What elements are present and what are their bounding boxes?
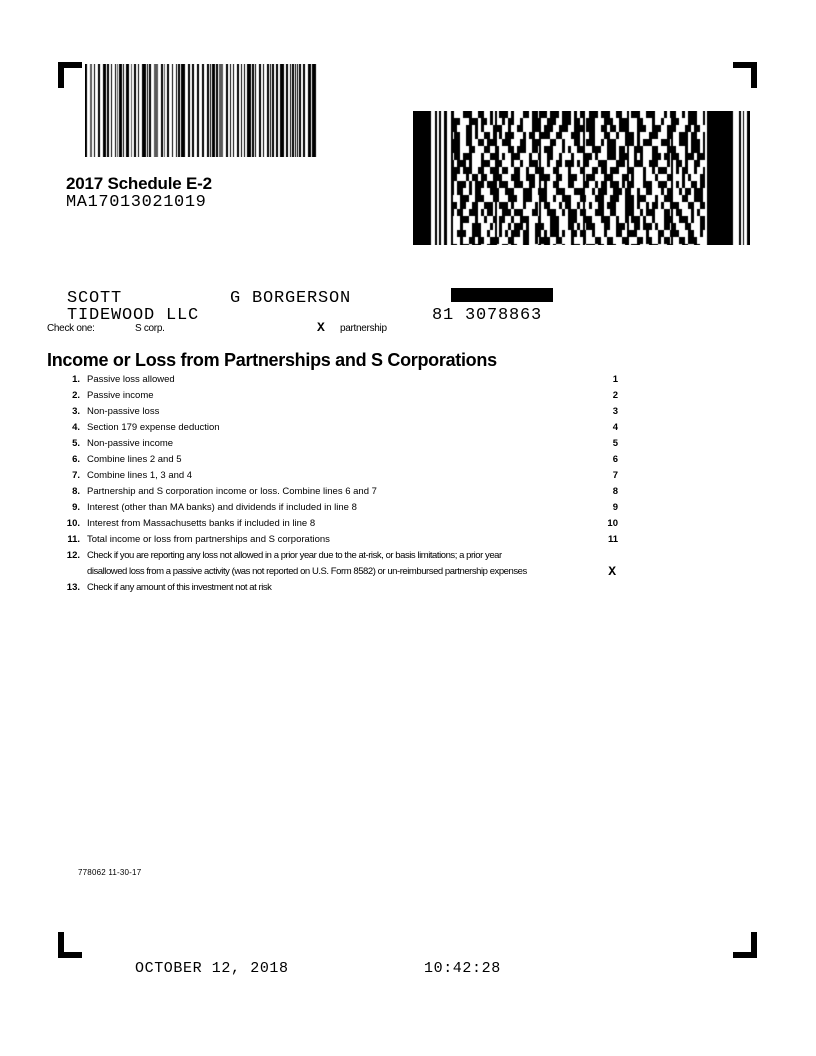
line-ref: 3	[612, 406, 618, 417]
line-ref: 9	[612, 502, 618, 513]
taxpayer-ein: 81 3078863	[432, 306, 543, 325]
line-label: disallowed loss from a passive activity (was not reported on U.S. Form 8582) or un-reimbursed partnership expenses	[87, 566, 527, 577]
line-label: Non-passive loss	[87, 406, 160, 417]
form-code: MA17013021019	[66, 193, 207, 212]
line-12-check-mark: X	[608, 564, 616, 579]
line-number: 3.	[72, 406, 80, 417]
line-number: 13.	[66, 582, 80, 593]
line-label: Combine lines 1, 3 and 4	[87, 470, 193, 481]
line-label: Section 179 expense deduction	[87, 422, 220, 433]
line-label: Check if you are reporting any loss not allowed in a prior year due to the at-risk, or basis limitations; a prior year	[87, 550, 502, 561]
line-label: Passive loss allowed	[87, 374, 175, 385]
form-line-13	[60, 582, 618, 594]
section-title: Income or Loss from Partnerships and S Corporations	[47, 350, 497, 370]
form-title: 2017 Schedule E-2	[66, 174, 212, 193]
line-number: 2.	[72, 390, 80, 401]
line-label: Interest (other than MA banks) and dividends if included in line 8	[87, 502, 357, 513]
form-line-6	[60, 454, 618, 466]
form-line-11	[60, 534, 618, 546]
form-line-8	[60, 486, 618, 498]
line-number: 1.	[72, 374, 80, 385]
line-ref: 4	[612, 422, 618, 433]
line-number: 5.	[72, 438, 80, 449]
redacted-ssn-box	[451, 288, 553, 302]
line-label: Combine lines 2 and 5	[87, 454, 182, 465]
form-line-2	[60, 390, 618, 402]
form-line-10	[60, 518, 618, 530]
registration-mark-top-left	[58, 62, 82, 88]
line-label: Passive income	[87, 390, 154, 401]
registration-mark-top-right	[733, 62, 757, 88]
line-number: 12.	[66, 550, 80, 561]
form-line-4	[60, 422, 618, 434]
line-number: 7.	[72, 470, 80, 481]
registration-mark-bottom-right	[733, 932, 757, 958]
taxpayer-middle-last-name: G BORGERSON	[230, 289, 352, 308]
line-number: 6.	[72, 454, 80, 465]
line-ref: 8	[612, 486, 618, 497]
form-line-12	[60, 550, 618, 562]
print-date: OCTOBER 12, 2018	[135, 960, 289, 977]
line-ref: 11	[607, 534, 618, 545]
line-number: 8.	[72, 486, 80, 497]
line-ref: 2	[612, 390, 618, 401]
line-label: Check if any amount of this investment not at risk	[87, 582, 272, 593]
barcode-1d	[85, 64, 318, 157]
form-line-3	[60, 406, 618, 418]
registration-mark-bottom-left	[58, 932, 82, 958]
line-number: 9.	[72, 502, 80, 513]
line-ref: 10	[607, 518, 618, 529]
form-line-9	[60, 502, 618, 514]
taxpayer-first-name: SCOTT	[67, 289, 123, 308]
s-corp-option-label: S corp.	[135, 323, 165, 334]
taxpayer-entity-name: TIDEWOOD LLC	[67, 306, 200, 325]
form-line-1	[60, 374, 618, 386]
partnership-option-label: partnership	[340, 323, 387, 334]
check-one-label: Check one:	[47, 323, 95, 334]
line-label: Interest from Massachusetts banks if included in line 8	[87, 518, 316, 529]
line-label: Partnership and S corporation income or loss. Combine lines 6 and 7	[87, 486, 377, 497]
line-ref: 5	[612, 438, 618, 449]
print-time: 10:42:28	[424, 960, 501, 977]
partnership-check-mark: X	[317, 320, 325, 335]
line-label: Total income or loss from partnerships and S corporations	[87, 534, 330, 545]
line-ref: 1	[612, 374, 618, 385]
line-number: 11.	[67, 534, 80, 545]
line-ref: 6	[612, 454, 618, 465]
form-line-5	[60, 438, 618, 450]
form-line-7	[60, 470, 618, 482]
form-line-12-continued	[60, 566, 618, 578]
line-ref: 7	[612, 470, 618, 481]
line-number: 10.	[66, 518, 80, 529]
form-plate-number: 778062 11-30-17	[78, 868, 142, 877]
barcode-2d	[413, 111, 750, 245]
line-label: Non-passive income	[87, 438, 174, 449]
line-number: 4.	[72, 422, 80, 433]
